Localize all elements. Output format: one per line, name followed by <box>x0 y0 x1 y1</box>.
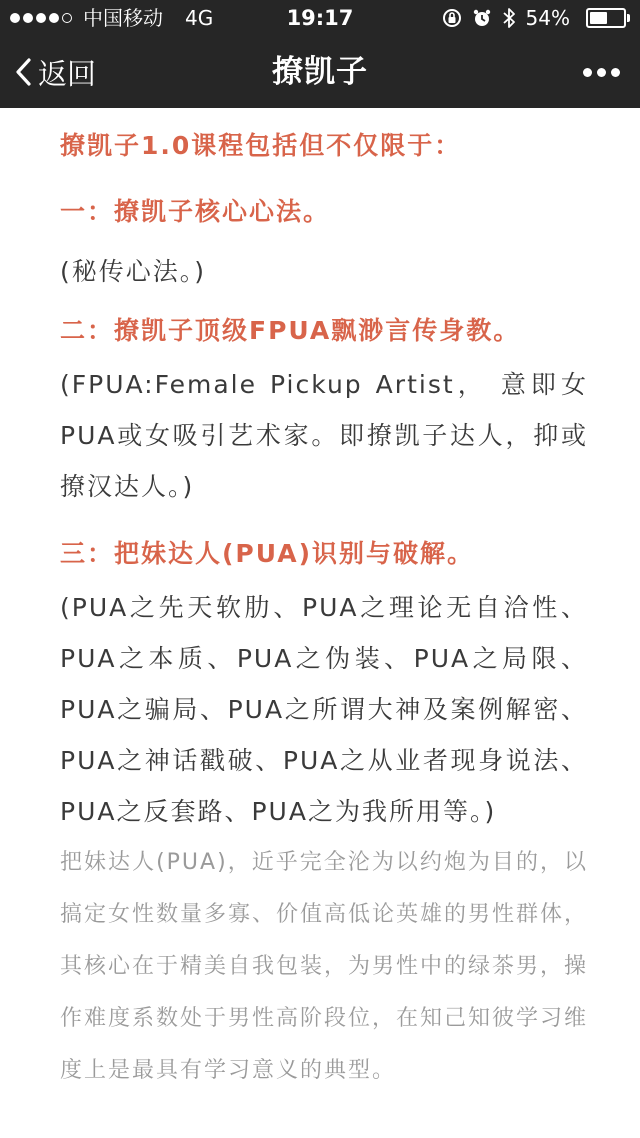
network-type: 4G <box>185 6 214 30</box>
lock-rotation-icon <box>442 8 462 28</box>
section-3-note: 把妹达人(PUA)，近乎完全沦为以约炮为目的，以搞定女性数量多寡、价值高低论英雄的男性群体，其核心在于精美自我包装，为男性中的绿茶男，操作难度系数处于男性高阶段位，在知己知彼学习维度上是最具有学习意义的典型。 <box>60 850 589 1083</box>
article-body <box>60 126 588 1097</box>
section-2-body: (FPUA:Female Pickup Artist， 意即女PUA或女吸引艺术家。即撩凯子达人，抑或撩汉达人。) <box>60 370 588 501</box>
top-bar <box>0 0 640 108</box>
section-3-heading: 三：把妹达人(PUA)识别与破解。 <box>60 539 475 568</box>
status-bar <box>0 0 640 36</box>
section-1-heading: 一：撩凯子核心心法。 <box>60 197 331 226</box>
more-icon[interactable] <box>578 36 620 108</box>
bluetooth-icon <box>502 7 516 29</box>
battery-percent: 54% <box>525 6 570 30</box>
battery-outline <box>586 8 626 28</box>
page-title: 撩凯子 <box>272 54 368 90</box>
nav-bar <box>0 36 640 108</box>
alarm-icon <box>472 8 492 28</box>
battery-icon <box>580 8 626 28</box>
section-2-heading: 二：撩凯子顶级FPUA飘渺言传身教。 <box>60 316 521 345</box>
back-label: 返回 <box>38 56 97 91</box>
battery-fill <box>590 12 607 24</box>
course-intro-heading: 撩凯子1.0课程包括但不仅限于： <box>60 131 462 160</box>
carrier-name: 中国移动 <box>83 6 163 30</box>
section-3-body: (PUA之先天软肋、PUA之理论无自洽性、PUA之本质、PUA之伪装、PUA之局限、PUA之骗局、PUA之所谓大神及案例解密、PUA之神话戳破、PUA之从业者现身说法、PUA之反套路、PUA之为我所用等。) <box>60 593 588 826</box>
section-1-body: (秘传心法。) <box>60 257 207 286</box>
status-right <box>432 0 626 36</box>
status-time: 19:17 <box>286 6 354 30</box>
